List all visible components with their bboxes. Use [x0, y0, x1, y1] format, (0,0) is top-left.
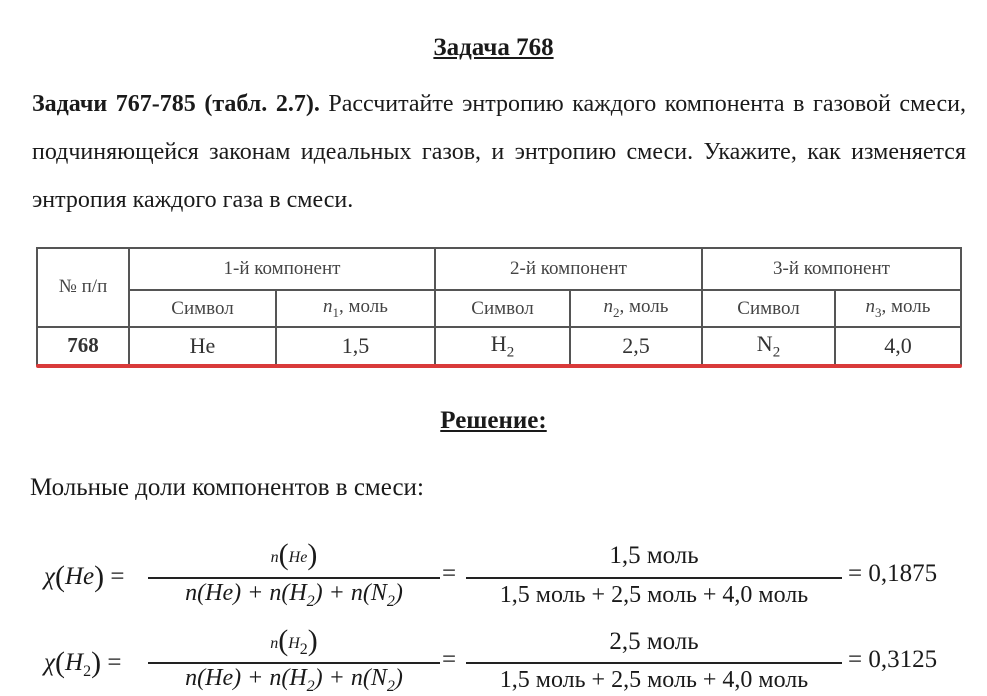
c3-n: 4,0 — [835, 327, 961, 365]
eq1-num2: 1,5 моль — [609, 542, 699, 569]
problem-title: Задача 768 — [433, 34, 554, 61]
header-symbol-2: Символ — [435, 290, 570, 326]
header-symbol-1: Символ — [129, 290, 276, 326]
header-n-1: $n_1$, моль — [276, 290, 435, 326]
eq2-den2: 1,5 моль + 2,5 моль + 4,0 моль — [499, 667, 809, 693]
eq2-num1: n(H2) — [270, 624, 318, 658]
components-table — [36, 247, 962, 366]
eq1-fraction-line-2 — [466, 577, 842, 579]
c3-symbol: $N_2$ — [702, 327, 835, 365]
eq2-den1: $n(He) + n(H_2) + n(N_2)$ — [185, 665, 403, 695]
eq1-fraction-line-1 — [148, 577, 440, 579]
header-group-2: 2-й компонент — [435, 248, 702, 290]
eq1-num1: n(He) — [270, 538, 318, 571]
eq2-lhs: $\chi(H_2)$ = — [44, 646, 122, 680]
header-n-2: $n_2$, моль — [570, 290, 702, 326]
header-group-3: 3-й компонент — [702, 248, 961, 290]
c2-n: 2,5 — [570, 327, 702, 365]
problem-bold-prefix: Задачи 767-785 (табл. 2.7). — [32, 91, 320, 117]
eq2-fraction-line-2 — [466, 662, 842, 664]
header-no: № п/п — [37, 248, 129, 327]
eq1-den1: $n(He) + n(H_2) + n(N_2)$ — [185, 580, 403, 610]
red-underline — [36, 364, 962, 368]
row-number: 768 — [37, 327, 129, 365]
c2-symbol: $H_2$ — [435, 327, 570, 365]
problem-statement — [32, 80, 966, 224]
eq2-num2: 2,5 моль — [609, 628, 699, 655]
solution-title: Решение: — [440, 407, 547, 434]
problem-text: Рассчитайте энтропию каждого компонента в газовой смеси, подчиняющейся законам идеальных газов, и энтропию смеси. Укажите, как изменяется энтропия каждого газа в смеси. — [32, 91, 966, 213]
eq1-result: = 0,1875 — [848, 560, 938, 587]
eq2-result: = 0,3125 — [848, 646, 938, 673]
intro-text: Мольные доли компонентов в смеси: — [30, 474, 424, 501]
header-symbol-3: Символ — [702, 290, 835, 326]
c1-n: 1,5 — [276, 327, 435, 365]
c1-symbol: He — [129, 327, 276, 365]
eq1-lhs: χ(He) = — [44, 560, 125, 593]
eq2-fraction-line-1 — [148, 662, 440, 664]
eq1-den2: 1,5 моль + 2,5 моль + 4,0 моль — [499, 582, 809, 608]
header-group-1: 1-й компонент — [129, 248, 435, 290]
header-n-3: $n_3$, моль — [835, 290, 961, 326]
